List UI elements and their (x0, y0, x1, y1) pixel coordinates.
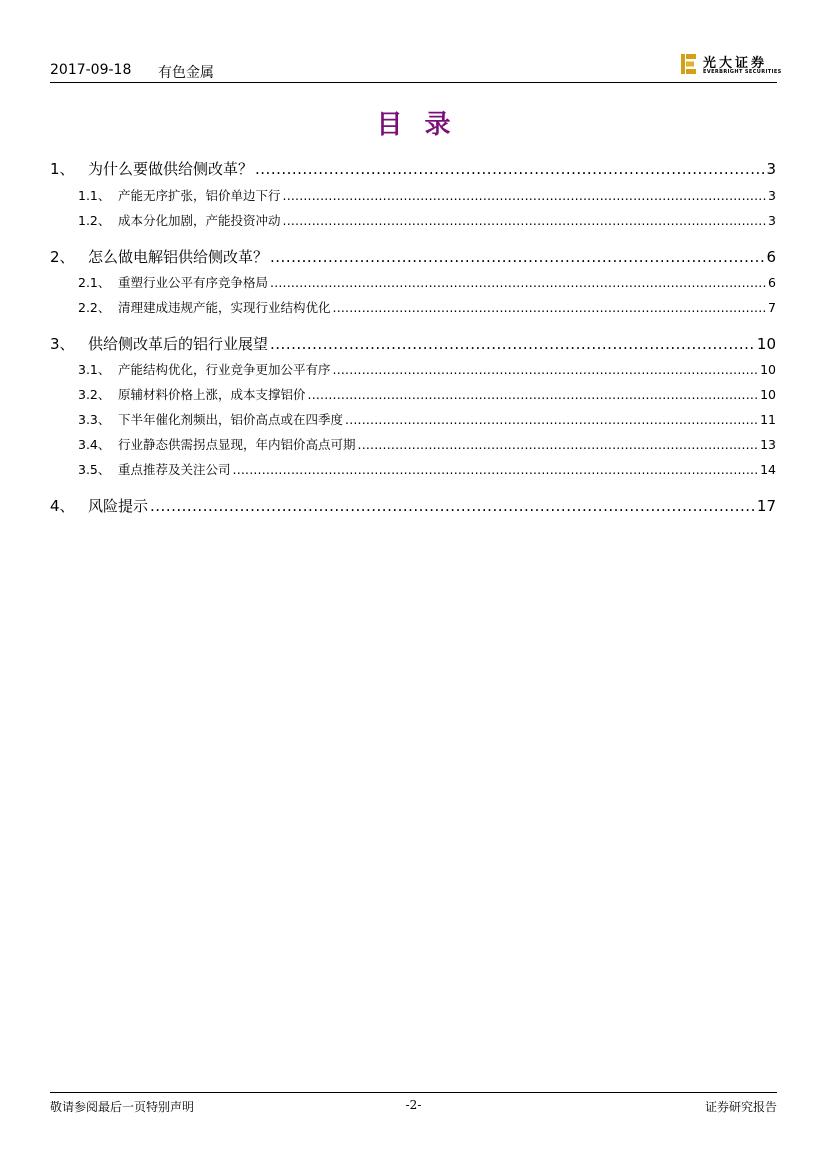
toc-dot-leader (150, 497, 755, 515)
toc-entry-number: 3.1、 (78, 362, 111, 377)
toc-entry-title: 成本分化加剧，产能投资冲动 (118, 213, 281, 228)
toc-entry-title: 行业静态供需拐点显现，年内铝价高点可期 (118, 437, 356, 452)
toc-entry-number: 1.2、 (78, 213, 111, 228)
page-title: 目录 (376, 110, 473, 140)
toc-entry-number: 2、 (50, 248, 75, 266)
toc-entry-number: 2.1、 (78, 275, 111, 290)
toc-entry-page: 3 (766, 160, 776, 178)
toc-dot-leader (283, 188, 767, 203)
toc-dot-leader (283, 213, 767, 228)
toc-entry[interactable] (50, 298, 776, 316)
toc-entry-page: 17 (756, 497, 776, 515)
toc-entry-number: 3.4、 (78, 437, 111, 452)
toc-entry-page: 6 (768, 275, 776, 290)
toc-dot-leader (333, 300, 767, 315)
toc-entry[interactable] (50, 246, 776, 267)
toc-entry-title: 为什么要做供给侧改革？ (88, 160, 254, 178)
toc-dot-leader (333, 362, 759, 377)
toc-dot-leader (270, 248, 764, 266)
toc-entry[interactable] (50, 385, 776, 403)
toc-dot-leader (308, 387, 759, 402)
page-footer (50, 1092, 777, 1117)
toc-entry-title: 原辅材料价格上涨，成本支撑铝价 (118, 387, 306, 402)
toc-dot-leader (233, 462, 759, 477)
toc-entry[interactable] (50, 410, 776, 428)
toc-entry[interactable] (50, 435, 776, 453)
logo-mark-icon (681, 54, 697, 74)
toc-entry-page: 6 (766, 248, 776, 266)
toc-entry[interactable] (50, 333, 776, 354)
toc-entry[interactable] (50, 460, 776, 478)
toc-dot-leader (255, 160, 764, 178)
toc-entry-page: 3 (768, 213, 776, 228)
toc-entry-title: 产能结构优化，行业竞争更加公平有序 (118, 362, 331, 377)
toc-entry-number: 3.2、 (78, 387, 111, 402)
toc-entry-title: 产能无序扩张，铝价单边下行 (118, 188, 281, 203)
page-header (50, 52, 782, 83)
page-number: -2- (405, 1098, 422, 1112)
toc-entry-number: 2.2、 (78, 300, 111, 315)
toc-entry[interactable] (50, 273, 776, 291)
toc-dot-leader (358, 437, 759, 452)
toc-entry-title: 重塑行业公平有序竞争格局 (118, 275, 269, 290)
toc-entry-title: 重点推荐及关注公司 (118, 462, 231, 477)
toc-entry[interactable] (50, 495, 776, 516)
footer-report-type: 证券研究报告 (704, 1100, 777, 1114)
toc-entry-page: 3 (768, 188, 776, 203)
logo-text-en: EVERBRIGHT SECURITIES (703, 69, 782, 75)
toc-entry[interactable] (50, 360, 776, 378)
company-logo (681, 52, 782, 78)
toc-entry[interactable] (50, 186, 776, 204)
toc-entry-number: 3、 (50, 335, 75, 353)
toc-entry-page: 11 (760, 412, 776, 427)
toc-entry-title: 风险提示 (88, 497, 149, 515)
toc-dot-leader (345, 412, 758, 427)
toc-entry-title: 怎么做电解铝供给侧改革？ (88, 248, 269, 266)
toc-entry[interactable] (50, 158, 776, 179)
toc-entry-number: 1.1、 (78, 188, 111, 203)
toc-dot-leader (270, 275, 766, 290)
toc-entry-title: 下半年催化剂频出，铝价高点或在四季度 (118, 412, 344, 427)
report-date: 2017-09-18 (50, 62, 132, 78)
toc-entry-title: 清理建成违规产能，实现行业结构优化 (118, 300, 331, 315)
toc-dot-leader (270, 335, 755, 353)
toc-entry[interactable] (50, 211, 776, 229)
footer-disclaimer: 敬请参阅最后一页特别声明 (50, 1100, 195, 1114)
toc-entry-page: 10 (756, 335, 776, 353)
toc-entry-number: 4、 (50, 497, 75, 515)
toc-entry-page: 7 (768, 300, 776, 315)
toc-entry-page: 14 (760, 462, 776, 477)
report-sector: 有色金属 (158, 65, 214, 81)
toc-entry-page: 10 (760, 387, 776, 402)
logo-text-cn: 光大证券 (703, 56, 768, 71)
toc-entry-title: 供给侧改革后的铝行业展望 (88, 335, 269, 353)
toc-entry-page: 10 (760, 362, 776, 377)
toc-entry-number: 1、 (50, 160, 75, 178)
toc-entry-number: 3.5、 (78, 462, 111, 477)
toc-entry-page: 13 (760, 437, 776, 452)
toc-entry-number: 3.3、 (78, 412, 111, 427)
